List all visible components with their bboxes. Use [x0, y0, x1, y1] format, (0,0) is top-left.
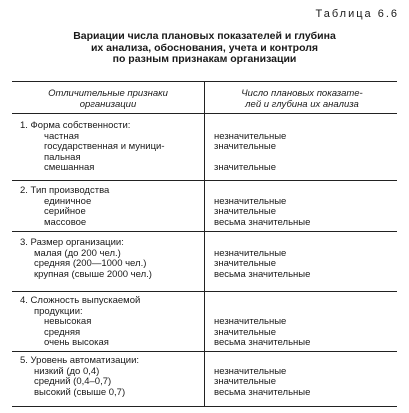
- row-value: [214, 356, 396, 367]
- table-title: [0, 31, 409, 66]
- row-value: весьма значительные: [214, 337, 311, 348]
- row-item: средняя (200—1000 чел.): [34, 258, 147, 269]
- row-value-cell: [214, 356, 396, 398]
- title-line: по разным признакам организации: [112, 53, 297, 65]
- header-indicators: [208, 88, 396, 110]
- row-attribute-cell: [20, 238, 208, 280]
- row-value: значительные: [214, 162, 276, 173]
- header-line: лей и глубина их анализа: [245, 99, 359, 110]
- row-value: значительные: [214, 258, 276, 269]
- row-heading: 4. Сложность выпускаемой: [20, 295, 141, 306]
- row-item: средний (0,4–0,7): [34, 376, 112, 387]
- row-value: незначительные: [214, 365, 287, 377]
- row-attribute-cell: [20, 186, 208, 228]
- row-value: незначительные: [214, 247, 287, 259]
- header-line: Отличительные признаки: [48, 88, 168, 99]
- row-item: низкий (до 0,4): [34, 365, 100, 377]
- row-value-cell: [214, 296, 396, 349]
- header-line: Число плановых показате-: [241, 88, 363, 99]
- title-line: их анализа, обоснования, учета и контроля: [90, 41, 319, 54]
- row-attribute-cell: [20, 121, 208, 174]
- row-value: [214, 296, 396, 307]
- row-item: малая (до 200 чел.): [34, 247, 121, 259]
- row-item: пальная: [44, 151, 81, 163]
- row-heading: 2. Тип производства: [20, 185, 110, 196]
- row-value: значительные: [214, 141, 276, 152]
- table-number-label: Таблица 6.6: [315, 8, 399, 20]
- row-item: государственная и муници-: [44, 141, 165, 152]
- row-value: [214, 238, 396, 249]
- row-value: незначительные: [214, 195, 287, 207]
- row-item: массовое: [44, 216, 87, 228]
- row-item: средняя: [44, 326, 81, 338]
- row-value: значительные: [214, 206, 276, 217]
- row-value: весьма значительные: [214, 268, 311, 280]
- row-heading-continuation: продукции:: [34, 305, 83, 317]
- row-heading: 5. Уровень автоматизации:: [20, 355, 140, 366]
- row-value: [214, 186, 396, 197]
- row-heading: 1. Форма собственности:: [20, 120, 131, 131]
- row-item: смешанная: [44, 162, 95, 173]
- row-value: незначительные: [214, 130, 287, 142]
- row-value: весьма значительные: [214, 386, 311, 398]
- row-value-cell: [214, 238, 396, 280]
- row-item: частная: [44, 130, 80, 142]
- header-attributes: [14, 88, 202, 110]
- row-heading: 3. Размер организации:: [20, 237, 124, 248]
- row-attribute-cell: [20, 356, 208, 398]
- row-item: высокий (свыше 0,7): [34, 386, 126, 398]
- row-value-cell: [214, 121, 396, 174]
- row-value: значительные: [214, 376, 276, 387]
- row-value: [214, 121, 396, 132]
- row-item: серийное: [44, 206, 86, 217]
- header-line: организации: [79, 99, 137, 110]
- row-attribute-cell: [20, 296, 208, 349]
- row-item: единичное: [44, 195, 92, 207]
- row-value-cell: [214, 186, 396, 228]
- row-item: невысокая: [44, 316, 92, 327]
- row-item: крупная (свыше 2000 чел.): [34, 268, 152, 280]
- row-value: весьма значительные: [214, 216, 311, 228]
- row-item: очень высокая: [44, 337, 109, 348]
- row-value: незначительные: [214, 316, 287, 327]
- table-bottom-rule: [12, 406, 397, 407]
- title-line: Вариации числа плановых показателей и глубина: [73, 30, 336, 42]
- row-value: значительные: [214, 326, 276, 338]
